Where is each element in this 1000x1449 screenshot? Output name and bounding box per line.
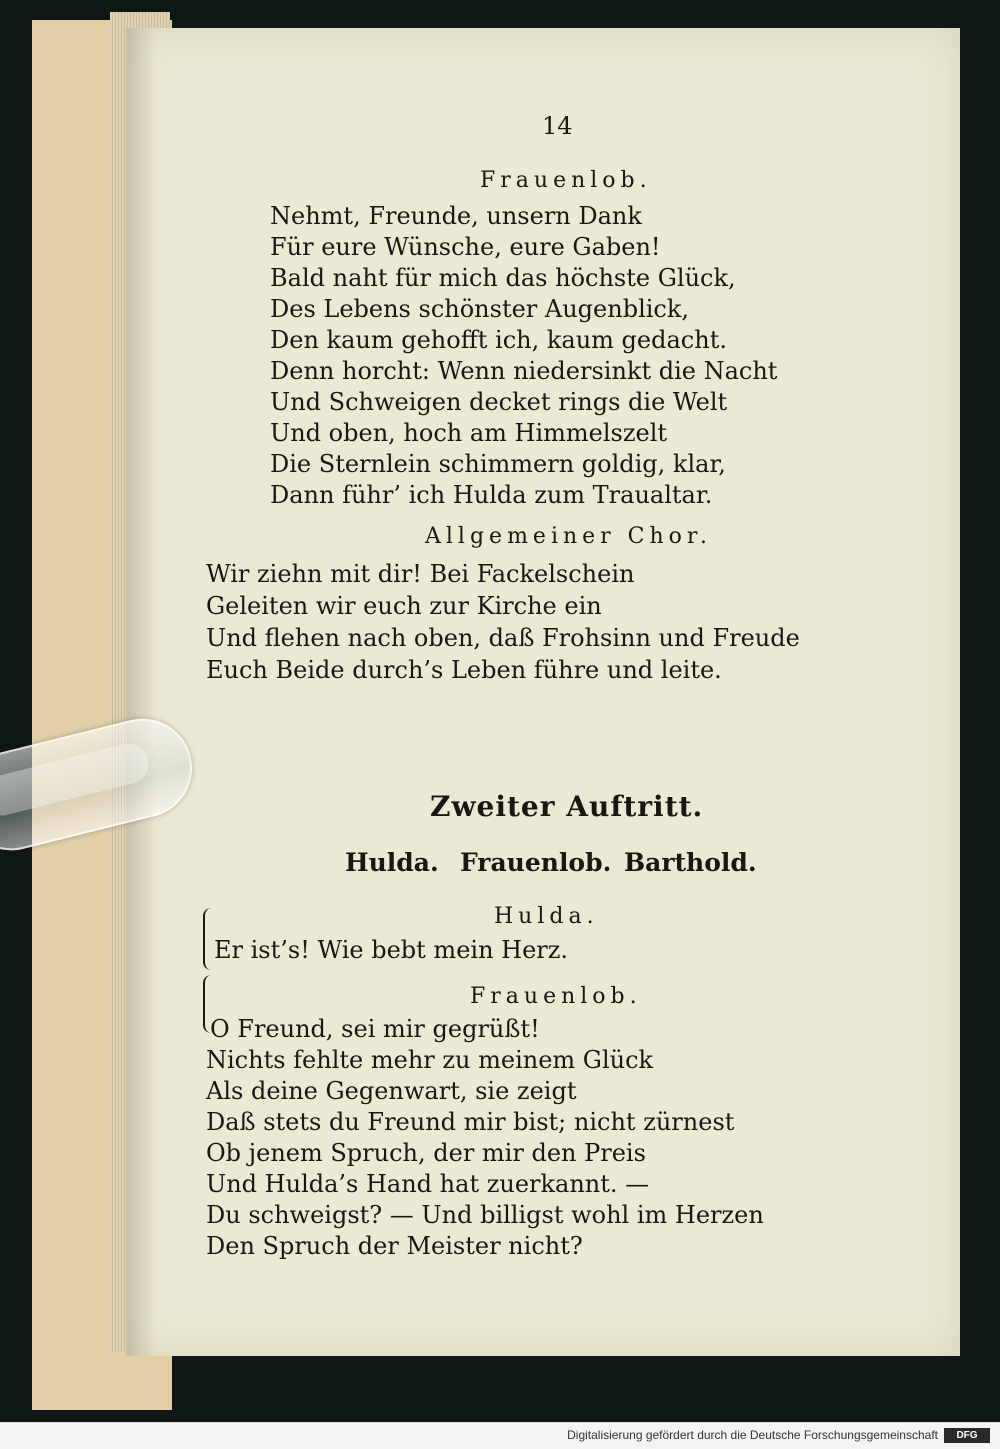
verse-line: Die Sternlein schimmern goldig, klar, bbox=[270, 450, 726, 478]
verse-line: Daß stets du Freund mir bist; nicht zürnest bbox=[206, 1108, 735, 1136]
footer-bar bbox=[0, 1422, 1000, 1449]
speaker-hulda: Hulda. bbox=[494, 904, 599, 929]
verse-line: Er ist’s! Wie bebt mein Herz. bbox=[214, 936, 569, 964]
verse-line: Ob jenem Spruch, der mir den Preis bbox=[206, 1139, 646, 1167]
dfg-logo: DFG bbox=[944, 1428, 990, 1443]
verse-line: Als deine Gegenwart, sie zeigt bbox=[206, 1077, 577, 1105]
character-barthold: Barthold. bbox=[624, 848, 757, 877]
verse-line: Und Hulda’s Hand hat zuerkannt. — bbox=[206, 1170, 650, 1198]
character-hulda: Hulda. bbox=[345, 848, 439, 877]
scene-title: Zweiter Auftritt. bbox=[430, 790, 704, 823]
verse-line: Euch Beide durch’s Leben führe und leite. bbox=[206, 656, 722, 684]
brace-left bbox=[203, 908, 211, 970]
speaker-frauenlob: Frauenlob. bbox=[470, 984, 642, 1009]
verse-line: Denn horcht: Wenn niedersinkt die Nacht bbox=[270, 357, 778, 385]
speaker-chor: Allgemeiner Chor. bbox=[425, 524, 713, 549]
verse-line: Und flehen nach oben, daß Frohsinn und Freude bbox=[206, 624, 800, 652]
verse-line: Und oben, hoch am Himmelszelt bbox=[270, 419, 668, 447]
footer-credit: Digitalisierung gefördert durch die Deutsche Forschungsgemeinschaft bbox=[567, 1428, 938, 1442]
verse-line: O Freund, sei mir gegrüßt! bbox=[210, 1015, 540, 1043]
verse-line: Des Lebens schönster Augenblick, bbox=[270, 295, 690, 323]
verse-line: Und Schweigen decket rings die Welt bbox=[270, 388, 728, 416]
verse-line: Geleiten wir euch zur Kirche ein bbox=[206, 592, 602, 620]
spine-shadow bbox=[126, 28, 156, 1356]
verse-line: Den Spruch der Meister nicht? bbox=[206, 1232, 583, 1260]
speaker-frauenlob: Frauenlob. bbox=[480, 168, 652, 193]
verse-line: Du schweigst? — Und billigst wohl im Herzen bbox=[206, 1201, 764, 1229]
verse-line: Dann führ’ ich Hulda zum Traualtar. bbox=[270, 481, 713, 509]
verse-line: Den kaum gehofft ich, kaum gedacht. bbox=[270, 326, 727, 354]
verse-line: Wir ziehn mit dir! Bei Fackelschein bbox=[206, 560, 635, 588]
glass-highlight bbox=[0, 740, 153, 820]
verse-line: Bald naht für mich das höchste Glück, bbox=[270, 264, 736, 292]
verse-line: Für eure Wünsche, eure Gaben! bbox=[270, 233, 661, 261]
verse-line: Nichts fehlte mehr zu meinem Glück bbox=[206, 1046, 654, 1074]
page-number: 14 bbox=[542, 112, 573, 140]
show-through-bleed bbox=[700, 180, 950, 1300]
verse-line: Nehmt, Freunde, unsern Dank bbox=[270, 202, 642, 230]
character-frauenlob: Frauenlob. bbox=[460, 848, 612, 877]
